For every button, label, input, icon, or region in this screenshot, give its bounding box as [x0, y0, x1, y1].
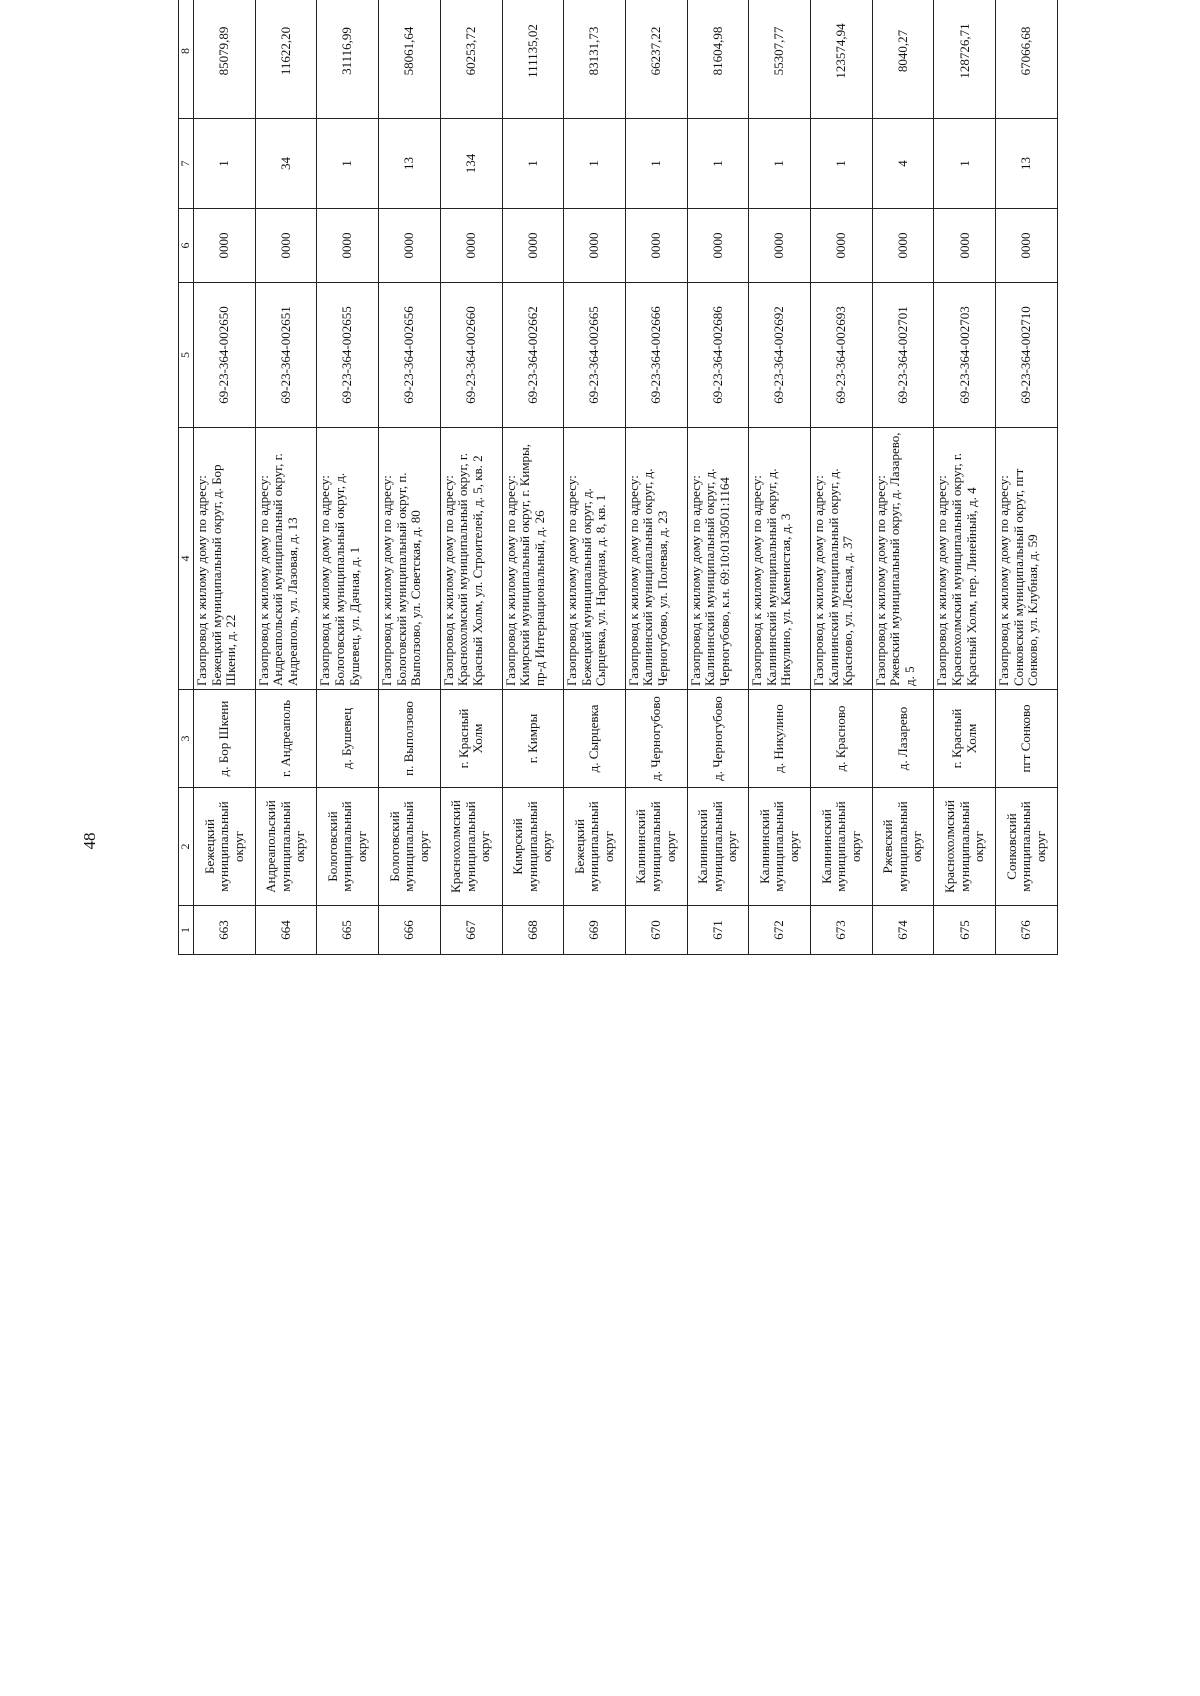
table-row [625, 0, 687, 955]
table-row [317, 0, 379, 955]
row-number: 672 [749, 906, 811, 955]
municipal-district: Бологовский муниципальный округ [379, 788, 441, 906]
cadastral-number: 69-23-364-002651 [255, 283, 317, 428]
table-row [934, 0, 996, 955]
municipal-district: Краснохолмский муниципальный округ [934, 788, 996, 906]
table-row [440, 0, 502, 955]
code: 0000 [872, 209, 934, 283]
quantity: 1 [564, 119, 626, 209]
municipal-district: Бежецкий муниципальный округ [194, 788, 256, 906]
row-number: 675 [934, 906, 996, 955]
object-description: Газопровод к жилому дому по адресу: Кимрский муниципальный округ, г. Кимры, пр-д Интернациональный, д. 26 [502, 428, 564, 690]
quantity: 4 [872, 119, 934, 209]
settlement: д. Лазарево [872, 690, 934, 788]
quantity: 1 [625, 119, 687, 209]
code: 0000 [564, 209, 626, 283]
quantity: 1 [934, 119, 996, 209]
municipal-district: Калининский муниципальный округ [749, 788, 811, 906]
cadastral-number: 69-23-364-002701 [872, 283, 934, 428]
cadastral-number: 69-23-364-002662 [502, 283, 564, 428]
object-description: Газопровод к жилому дому по адресу: Краснохолмский муниципальный округ, г. Красный Холм, пер. Линейный, д. 4 [934, 428, 996, 690]
row-number: 666 [379, 906, 441, 955]
settlement: д. Черногубово [625, 690, 687, 788]
object-description: Газопровод к жилому дому по адресу: Сонковский муниципальный округ, пгт Сонково, ул. Клубная, д. 59 [996, 428, 1058, 690]
code: 0000 [996, 209, 1058, 283]
table-row [687, 0, 749, 955]
municipal-district: Краснохолмский муниципальный округ [440, 788, 502, 906]
object-description: Газопровод к жилому дому по адресу: Андреапольский муниципальный округ, г. Андреаполь, ул. Лазовая, д. 13 [255, 428, 317, 690]
quantity: 1 [194, 119, 256, 209]
row-number: 671 [687, 906, 749, 955]
row-number: 670 [625, 906, 687, 955]
code: 0000 [379, 209, 441, 283]
table-row [749, 0, 811, 955]
column-number: 4 [179, 428, 194, 690]
rotated-table-container [178, 23, 1058, 1607]
value-col-8: 81604,98 [687, 0, 749, 119]
table-row [811, 0, 873, 955]
object-description: Газопровод к жилому дому по адресу: Бежецкий муниципальный округ, д. Бор Шкени, д. 22 [194, 428, 256, 690]
settlement: д. Сырцевка [564, 690, 626, 788]
table-row [379, 0, 441, 955]
municipal-district: Калининский муниципальный округ [625, 788, 687, 906]
quantity: 34 [255, 119, 317, 209]
settlement: д. Никулино [749, 690, 811, 788]
value-col-8: 31116,99 [317, 0, 379, 119]
quantity: 1 [502, 119, 564, 209]
column-number: 8 [179, 0, 194, 119]
value-col-8: 67066,68 [996, 0, 1058, 119]
value-col-8: 128726,71 [934, 0, 996, 119]
cadastral-number: 69-23-364-002710 [996, 283, 1058, 428]
municipal-district: Калининский муниципальный округ [687, 788, 749, 906]
value-col-8: 66237,22 [625, 0, 687, 119]
column-number: 6 [179, 209, 194, 283]
code: 0000 [625, 209, 687, 283]
municipal-district: Кимрский муниципальный округ [502, 788, 564, 906]
value-col-8: 111135,02 [502, 0, 564, 119]
value-col-8: 58061,64 [379, 0, 441, 119]
row-number: 667 [440, 906, 502, 955]
municipal-district: Калининский муниципальный округ [811, 788, 873, 906]
value-col-8: 83131,73 [564, 0, 626, 119]
value-col-8: 8040,27 [872, 0, 934, 119]
column-number-row [179, 0, 194, 955]
value-col-8: 55307,77 [749, 0, 811, 119]
cadastral-number: 69-23-364-002703 [934, 283, 996, 428]
settlement: д. Черногубово [687, 690, 749, 788]
row-number: 676 [996, 906, 1058, 955]
cadastral-number: 69-23-364-002693 [811, 283, 873, 428]
settlement: г. Красный Холм [934, 690, 996, 788]
cadastral-number: 69-23-364-002686 [687, 283, 749, 428]
quantity: 1 [317, 119, 379, 209]
object-description: Газопровод к жилому дому по адресу: Калининский муниципальный округ, д. Черногубово, к.н. 69:10:0130501:1164 [687, 428, 749, 690]
row-number: 663 [194, 906, 256, 955]
column-number: 7 [179, 119, 194, 209]
settlement: д. Бор Шкени [194, 690, 256, 788]
code: 0000 [502, 209, 564, 283]
quantity: 1 [811, 119, 873, 209]
municipal-district: Ржевский муниципальный округ [872, 788, 934, 906]
cadastral-number: 69-23-364-002655 [317, 283, 379, 428]
code: 0000 [194, 209, 256, 283]
object-description: Газопровод к жилому дому по адресу: Бежецкий муниципальный округ, д. Сырцевка, ул. Народная, д. 8, кв. 1 [564, 428, 626, 690]
municipal-district: Бологовский муниципальный округ [317, 788, 379, 906]
table-row [564, 0, 626, 955]
column-number: 2 [179, 788, 194, 906]
code: 0000 [749, 209, 811, 283]
settlement: д. Бушевец [317, 690, 379, 788]
cadastral-number: 69-23-364-002660 [440, 283, 502, 428]
code: 0000 [687, 209, 749, 283]
quantity: 13 [996, 119, 1058, 209]
cadastral-number: 69-23-364-002665 [564, 283, 626, 428]
column-number: 1 [179, 906, 194, 955]
object-description: Газопровод к жилому дому по адресу: Бологовский муниципальный округ, д. Бушевец, ул. Дачная, д. 1 [317, 428, 379, 690]
table-row [255, 0, 317, 955]
code: 0000 [440, 209, 502, 283]
row-number: 665 [317, 906, 379, 955]
quantity: 1 [687, 119, 749, 209]
table-row [996, 0, 1058, 955]
table-row [502, 0, 564, 955]
row-number: 668 [502, 906, 564, 955]
quantity: 13 [379, 119, 441, 209]
object-description: Газопровод к жилому дому по адресу: Калининский муниципальный округ, д. Никулино, ул. Каменистая, д. 3 [749, 428, 811, 690]
settlement: д. Красново [811, 690, 873, 788]
row-number: 673 [811, 906, 873, 955]
object-description: Газопровод к жилому дому по адресу: Калининский муниципальный округ, д. Красново, ул. Лесная, д. 37 [811, 428, 873, 690]
cadastral-number: 69-23-364-002692 [749, 283, 811, 428]
object-description: Газопровод к жилому дому по адресу: Ржевский муниципальный округ, д. Лазарево, д. 5 [872, 428, 934, 690]
settlement: г. Красный Холм [440, 690, 502, 788]
gas-pipeline-table [178, 0, 1058, 955]
value-col-8: 123574,94 [811, 0, 873, 119]
rotated-table [178, 0, 1058, 955]
settlement: г. Андреаполь [255, 690, 317, 788]
page-number: 48 [80, 832, 99, 850]
municipal-district: Андреапольский муниципальный округ [255, 788, 317, 906]
cadastral-number: 69-23-364-002656 [379, 283, 441, 428]
table-row [194, 0, 256, 955]
object-description: Газопровод к жилому дому по адресу: Бологовский муниципальный округ, п. Выползово, ул. Советская, д. 80 [379, 428, 441, 690]
code: 0000 [811, 209, 873, 283]
code: 0000 [255, 209, 317, 283]
table-row [872, 0, 934, 955]
row-number: 664 [255, 906, 317, 955]
cadastral-number: 69-23-364-002666 [625, 283, 687, 428]
row-number: 669 [564, 906, 626, 955]
municipal-district: Бежецкий муниципальный округ [564, 788, 626, 906]
settlement: п. Выползово [379, 690, 441, 788]
settlement: г. Кимры [502, 690, 564, 788]
value-col-8: 11622,20 [255, 0, 317, 119]
object-description: Газопровод к жилому дому по адресу: Калининский муниципальный округ, д. Черногубово, ул. Полевая, д. 23 [625, 428, 687, 690]
value-col-8: 85079,89 [194, 0, 256, 119]
municipal-district: Сонковский муниципальный округ [996, 788, 1058, 906]
object-description: Газопровод к жилому дому по адресу: Краснохолмский муниципальный округ, г. Красный Холм, ул. Строителей, д. 5, кв. 2 [440, 428, 502, 690]
settlement: пгт Сонково [996, 690, 1058, 788]
row-number: 674 [872, 906, 934, 955]
quantity: 1 [749, 119, 811, 209]
quantity: 134 [440, 119, 502, 209]
code: 0000 [934, 209, 996, 283]
column-number: 5 [179, 283, 194, 428]
column-number: 3 [179, 690, 194, 788]
value-col-8: 60253,72 [440, 0, 502, 119]
code: 0000 [317, 209, 379, 283]
cadastral-number: 69-23-364-002650 [194, 283, 256, 428]
